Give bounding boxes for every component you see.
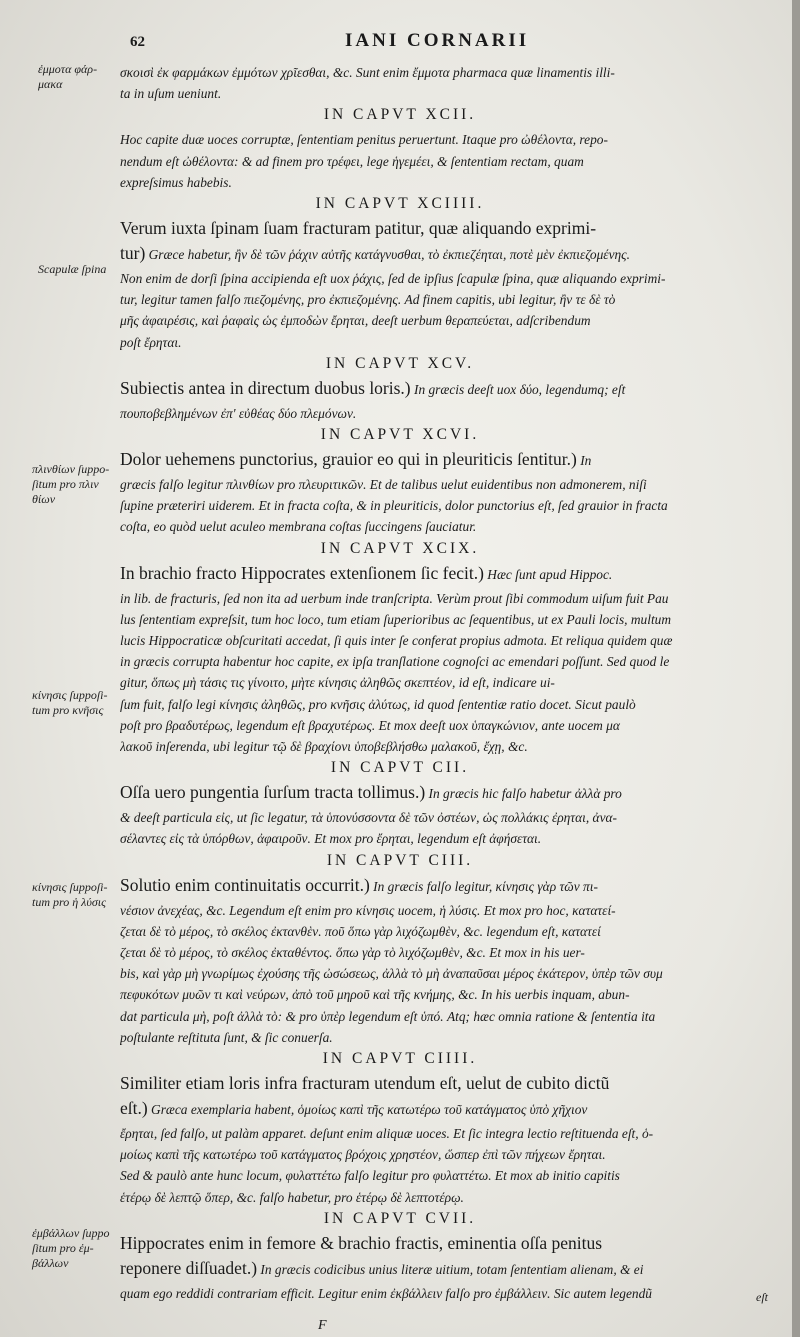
commentary-text: In græcis hic falſo habetur ἀλλὰ pro (425, 786, 622, 802)
lemma-text: tur) (120, 243, 146, 263)
text-line: dat particula μὴ, poſt ἀλλὰ τὸ: & pro ὑπὲρ legendum eſt ὑπό. Atq; hæc omnia ratione & ſententia ita (120, 1008, 656, 1024)
lemma-text: Dolor uehemens punctorius, grauior eo qui in pleuriticis ſentitur.) (120, 449, 577, 469)
text-line: tur, legitur tamen falſo πιεζομένης, pro ἐκπιεζομένης. Ad finem capitis, ubi legitur, ἢν τε δὲ τὸ (120, 292, 616, 308)
margin-note: πλινθίων ſuppo- ſitum pro πλιν θίων (32, 462, 110, 506)
chapter-heading: IN CAPVT XCII. (323, 106, 477, 124)
lemma-text: eſt.) (120, 1098, 148, 1118)
text-line: lus ſententiam expreſsit, tum hoc loco, tum etiam ſuperioribus ac ſequentibus, ut ex Pauli locis, multum (120, 611, 672, 627)
commentary-text: Græca exemplaria habent, ὁμοίως καπὶ τῆς κατωτέρω τοῦ κατάγματος ὑπὸ χῆχιον (147, 1102, 588, 1117)
margin-note: ἐμβάλλων ſuppo ſitum pro ἐμ- βάλλων (32, 1226, 110, 1270)
text-line: πεφυκότων μυῶν τι καὶ νεύρων, ἀπὸ τοῦ μηροῦ καὶ τῆς κνήμης, &c. In his uerbis inquam, abun- (120, 987, 630, 1003)
text-line: Hoc capite duæ uoces corruptæ, ſententiam penitus peruertunt. Itaque pro ὠθέλοντα, repo- (120, 132, 608, 148)
text-line: in lib. de fracturis, ſed non ita ad uerbum inde tranſcripta. Verùm prout ſibi commodum uiſum fuit Pau (120, 590, 669, 606)
lemma-line (120, 1258, 780, 1280)
text-line: gitur, ὅπως μὴ τάσις τις γίνοιτο, μὴτε κίνησις ἀληθῶς σκεπτέον, id eſt, indicare ui- (120, 675, 555, 691)
text-line: μῆς ἀφαιρέσις, καὶ ῥαφαὶς ὡς ἐμποδὼν ἔρηται, deeſt uerbum θεραπεύεται, adſcribendum (120, 313, 591, 329)
text-line: græcis falſo legitur πλινθίων pro πλευριτικῶν. Et de talibus uelut euidentibus non admonerem, niſi (120, 477, 647, 492)
text-line: ſum fuit, falſo legi κίνησις ἀληθῶς, pro κνῆσις ἀλύτως, id quod ſententiæ ratio docet. Sicut paulò (120, 696, 636, 712)
text-line: Sed & paulò ante hunc locum, φυλαττέτω falſo legitur pro φυλαττέτω. Et mox ab initio capitis (120, 1168, 620, 1184)
lemma-text: Subiectis antea in directum duobus loris.) (120, 377, 411, 398)
page-edge (792, 0, 800, 1337)
commentary-text: In (576, 453, 592, 468)
running-head: IANI CORNARII (345, 30, 530, 51)
text-line: πουποβεβλημένων ἐπ' εὐθέας δύο πλεμόνων. (120, 405, 357, 421)
text-line: νέσιον ἀνεχέας, &c. Legendum eſt enim pro κίνησις uocem, ἡ λύσις. Et mox pro hoc, κατατεί- (120, 902, 616, 918)
text-line: ta in uſum ueniunt. (120, 86, 222, 102)
text-line: coſta, eo quòd uelut aculeo membrana coſtas ſuccingens ſauciatur. (120, 519, 477, 535)
text-line: ſupine præteriri uiderem. Et in fracta coſta, & in pleuriticis, dolor punctorius eſt, ſed grauior in fracta (120, 498, 668, 514)
lemma-text: In brachio fracto Hippocrates extenſionem ſic fecit.) (120, 562, 484, 583)
lemma-text: Solutio enim continuitatis occurrit.) (120, 874, 370, 895)
text-line: bis, καὶ γὰρ μὴ γνωρίμως ἐχούσης τῆς ὠσώσεως, ἀλλὰ τὸ μὴ ἀναπαῦσαι μέρος ἑκάτερον, ὑπὲρ τῶν συμ (120, 966, 663, 982)
margin-note: Scapulæ ſpina (38, 262, 107, 276)
text-line: ζεται δὲ τὸ μέρος, τὸ σκέλος ἐκταθέντος. ὅπω γὰρ τὸ λιχόζωμθὲν, &c. Et mox in his uer- (120, 945, 585, 960)
text-line: ἔρηται, ſed falſo, ut palàm apparet. deſunt enim aliquæ uoces. Et ſic integra lectio reſtituenda eſt, ὁ- (120, 1126, 654, 1141)
text-line: lucis Hippocraticæ obſcuritati accedat, ſi quis inter ſe conferat propius admota. Et reliqua quidem quæ (120, 633, 673, 648)
margin-note: κίνησις ſuppoſi- tum pro κνῆσις (32, 688, 108, 717)
text-line: expreſsimus habebis. (120, 174, 232, 190)
text-line: poſt pro βραδυτέρως, legendum eſt βραχυτέρως. Et mox deeſt uox ὑπαγκώνιον, ante uocem μα (120, 717, 620, 733)
margin-note: κίνησις ſuppoſi- tum pro ἡ λύσις (32, 880, 108, 909)
catchword: eſt (756, 1290, 768, 1304)
text-line: in græcis corrupta habentur hoc capite, ex ipſa tranſlatione cognoſci ac emendari poſſunt. Sed quod le (120, 654, 670, 670)
lemma-text: Verum iuxta ſpinam ſuam fracturam patitur, quæ aliquando exprimi- (120, 218, 597, 238)
text-line: λακοῦ inſerenda, ubi legitur τῷ δὲ βραχίονι ὑποβεβλήσθω μαλακοῦ, ἔχῃ, &c. (120, 739, 528, 754)
chapter-heading: IN CAPVT XCIIII. (315, 195, 485, 212)
text-line: & deeſt particula εἰς, ut ſic legatur, τὰ ὑπονύσσοντα δὲ τῶν ὀστέων, ὡς πολλάκις ἐρηται, ἀνα- (120, 810, 618, 826)
commentary-text: In græcis deeſt uox δύο, legendumq; eſt (410, 381, 626, 397)
text-line: ἑτέρῳ δὲ λεπτῷ ὅπερ, &c. falſo habetur, pro ἑτέρῳ δὲ λεπτοτέρῳ. (120, 1189, 464, 1205)
text-line: quam ego reddidi contrariam efficit. Legitur enim ἐκβάλλειν falſo pro ἐμβάλλειν. Sic autem legendũ (120, 1285, 653, 1301)
lemma-line (120, 378, 780, 400)
lemma-line (120, 563, 780, 585)
lemma-line (120, 1073, 780, 1094)
lemma-text: reponere diſſuadet.) (120, 1257, 258, 1278)
chapter-heading: IN CAPVT CIIII. (322, 1050, 478, 1067)
text-line: ζεται δὲ τὸ μέρος, τὸ σκέλος ἐκτανθὲν. ποῦ ὅπω γὰρ λιχόζωμθὲν, &c. legendum eſt, κατατεί (120, 923, 601, 939)
chapter-heading: IN CAPVT CII. (330, 759, 470, 777)
margin-note: ἐμμοτα φάρ- μακα (38, 62, 98, 91)
text-line: μοίως καπὶ τῆς κατωτέρω τοῦ κατάγματος βρόχοις χρηστέον, ὥσπερ ἐπὶ τῶν πήχεων ἔρηται. (120, 1147, 606, 1163)
text-line: nendum eſt ὠθέλοντα: & ad finem pro τρέφει, lege ἡγεμέει, & ſententiam rectam, quam (120, 153, 584, 169)
signature-mark: F (318, 1318, 327, 1333)
lemma-line (120, 782, 780, 804)
text-line: poſtulante reſtituta ſunt, & ſic conuerſa. (120, 1029, 333, 1045)
page-number: 62 (130, 34, 145, 50)
chapter-heading: IN CAPVT CVII. (323, 1209, 477, 1227)
lemma-line (120, 243, 780, 265)
chapter-heading: IN CAPVT XCV. (325, 354, 475, 372)
chapter-heading: IN CAPVT CIII. (326, 851, 474, 869)
text-line: Non enim de dorſi ſpina accipienda eſt uox ῥάχις, ſed de ipſius ſcapulæ ſpina, quæ aliquando exprimi- (120, 271, 666, 286)
lemma-line (120, 218, 780, 239)
commentary-text: In græcis falſo legitur, κίνησις γὰρ τῶν πι- (369, 878, 598, 894)
chapter-heading: IN CAPVT XCVI. (320, 426, 480, 443)
lemma-line (120, 449, 780, 471)
chapter-heading: IN CAPVT XCIX. (320, 539, 480, 557)
lemma-line (120, 1098, 780, 1120)
lemma-text: Similiter etiam loris infra fracturam utendum eſt, uelut de cubito dictũ (120, 1073, 610, 1093)
commentary-text: Græce habetur, ἢν δὲ τῶν ῥάχιν αὐτῆς κατάγνυσθαι, τὸ ἐκπιεζέηται, ποτὲ μὲν ἐκπιεζομένης. (145, 247, 630, 262)
lemma-line (120, 875, 780, 897)
lemma-text: Hippocrates enim in femore & brachio fractis, eminentia oſſa penitus (120, 1232, 603, 1253)
text-line: poſt ἔρηται. (120, 334, 182, 350)
page-header (0, 26, 800, 56)
lemma-text: Oſſa uero pungentia ſurſum tracta tollimus.) (120, 782, 426, 803)
text-line: σέλαντες εἰς τὰ ὑπόρθων, ἀφαιροῦν. Et mox pro ἔρηται, legendum eſt ἀφήσεται. (120, 831, 542, 847)
lemma-line (120, 1233, 780, 1254)
text-line: σκοισὶ ἐκ φαρμάκων ἐμμότων χρῖεσθαι, &c. Sunt enim ἔμμοτα pharmaca quæ linamentis illi- (120, 65, 615, 80)
commentary-text: In græcis codicibus unius literæ uitium, totam ſententiam alienam, & ei (257, 1261, 644, 1277)
commentary-text: Hæc ſunt apud Hippoc. (483, 566, 613, 582)
